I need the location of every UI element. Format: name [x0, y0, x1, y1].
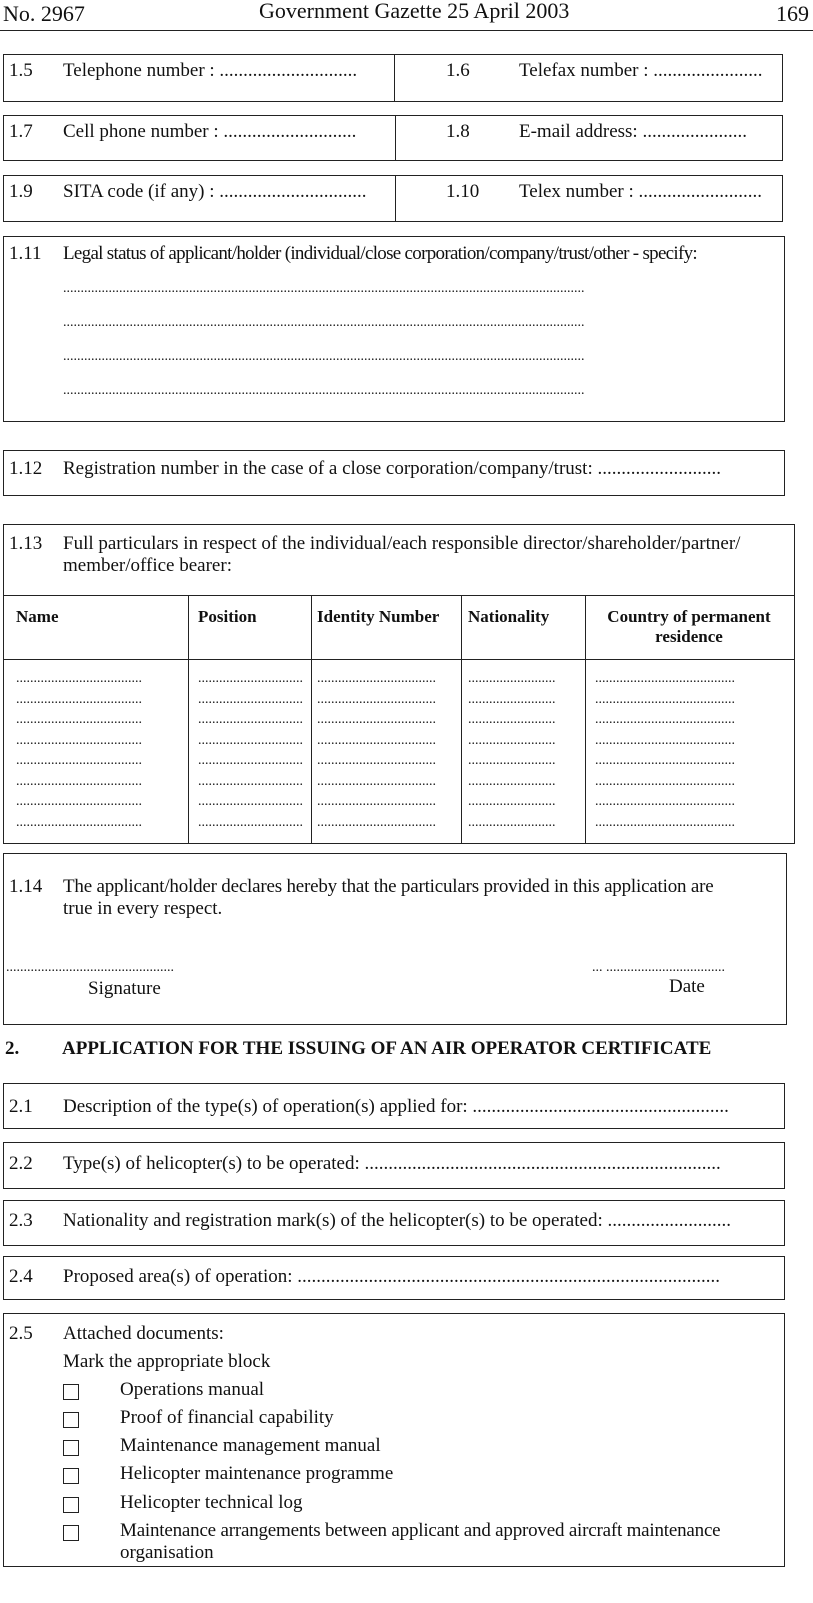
item-number: 1.10 [446, 181, 480, 202]
checkbox-maintenance-arrangements[interactable] [63, 1525, 79, 1541]
doc-label: Operations manual [120, 1379, 265, 1400]
item-number: 2.4 [9, 1266, 33, 1287]
particulars-table [3, 524, 795, 844]
declaration-text: The applicant/holder declares hereby that the particulars provided in this application are [63, 876, 714, 897]
table-cell-dots[interactable]: .................................... [16, 794, 142, 809]
gazette-number: No. 2967 [3, 1, 85, 26]
row-1-11 [3, 236, 785, 422]
table-cell-dots[interactable]: ........................................ [595, 732, 735, 748]
sita-code-field[interactable]: SITA code (if any) : ............................... [63, 181, 367, 202]
doc-label: Proof of financial capability [120, 1407, 334, 1428]
nationality-column[interactable] [468, 669, 580, 833]
date-line[interactable]: ... .................................. [592, 960, 725, 975]
table-cell-dots[interactable]: ......................... [468, 691, 556, 707]
table-cell-dots[interactable]: .................................... [16, 773, 142, 789]
table-cell-dots[interactable]: .................................. [317, 712, 436, 727]
particulars-label: Full particulars in respect of the individual/each responsible director/shareholder/partner/ [63, 533, 741, 554]
legal-status-line[interactable]: ..................................................................................................................................................... [63, 281, 585, 296]
legal-status-line[interactable]: ..................................................................................................................................................... [63, 349, 585, 364]
item-number: 2.5 [9, 1323, 33, 1344]
col-header-name: Name [16, 607, 59, 626]
table-cell-dots[interactable]: .................................... [16, 671, 142, 686]
table-cell-dots[interactable]: ......................... [468, 814, 556, 830]
table-cell-dots[interactable]: .............................. [198, 732, 303, 748]
country-column[interactable] [595, 669, 785, 833]
col-header-identity: Identity Number [317, 607, 440, 626]
position-column[interactable] [198, 669, 308, 833]
table-cell-dots[interactable]: ........................................ [595, 753, 735, 768]
table-cell-dots[interactable]: ......................... [468, 732, 556, 748]
table-cell-dots[interactable]: .............................. [198, 691, 303, 707]
doc-label: Helicopter maintenance programme [120, 1463, 394, 1484]
table-cell-dots[interactable]: .................................. [317, 794, 436, 809]
date-label: Date [669, 976, 705, 997]
registration-mark-field[interactable]: Nationality and registration mark(s) of the helicopter(s) to be operated: .......................... [63, 1210, 731, 1231]
item-number: 1.13 [9, 533, 43, 554]
row-1-5 [3, 54, 783, 102]
item-number: 1.11 [9, 243, 42, 264]
row-1-9 [3, 175, 783, 222]
row-2-4 [3, 1256, 785, 1300]
legal-status-line[interactable]: ..................................................................................................................................................... [63, 383, 585, 398]
declaration-text-cont: true in every respect. [63, 898, 223, 919]
table-cell-dots[interactable]: .................................... [16, 712, 142, 727]
col-header-position: Position [198, 607, 257, 626]
item-number: 1.6 [446, 60, 470, 81]
table-cell-dots[interactable]: ........................................ [595, 671, 735, 686]
operation-type-field[interactable]: Description of the type(s) of operation(s) applied for: ...................................................... [63, 1096, 729, 1117]
page-number: 169 [776, 1, 809, 26]
table-cell-dots[interactable]: .................................. [317, 773, 436, 789]
row-2-3 [3, 1200, 785, 1246]
table-cell-dots[interactable]: ........................................ [595, 712, 735, 727]
item-number: 1.8 [446, 121, 470, 142]
legal-status-label: Legal status of applicant/holder (individual/close corporation/company/trust/other - specify: [63, 243, 698, 264]
item-number: 1.12 [9, 458, 43, 479]
attached-docs-instruction: Mark the appropriate block [63, 1351, 271, 1372]
registration-number-field[interactable]: Registration number in the case of a close corporation/company/trust: .......................... [63, 458, 721, 479]
table-cell-dots[interactable]: .................................... [16, 814, 142, 830]
table-cell-dots[interactable]: ........................................ [595, 773, 735, 789]
helicopter-type-field[interactable]: Type(s) of helicopter(s) to be operated: ........................................................................... [63, 1153, 721, 1174]
attached-docs-title: Attached documents: [63, 1323, 224, 1344]
particulars-label-cont: member/office bearer: [63, 555, 232, 576]
item-number: 1.7 [9, 121, 33, 142]
table-cell-dots[interactable]: .................................. [317, 691, 436, 707]
checkbox-operations-manual[interactable] [63, 1384, 79, 1400]
table-cell-dots[interactable]: .................................. [317, 814, 436, 830]
item-number: 1.5 [9, 60, 33, 81]
checkbox-financial-capability[interactable] [63, 1412, 79, 1428]
col-header-country: Country of permanent residence [607, 607, 771, 646]
row-1-14 [3, 853, 787, 1025]
table-cell-dots[interactable]: .............................. [198, 671, 303, 686]
table-cell-dots[interactable]: .................................... [16, 691, 142, 707]
telex-field[interactable]: Telex number : .......................... [519, 181, 762, 202]
doc-label-cont: organisation [120, 1542, 214, 1563]
row-2-1 [3, 1083, 785, 1129]
table-cell-dots[interactable]: ........................................ [595, 691, 735, 707]
table-cell-dots[interactable]: .................................. [317, 753, 436, 768]
table-cell-dots[interactable]: ........................................ [595, 814, 735, 830]
page-header [0, 0, 813, 31]
table-cell-dots[interactable]: .................................... [16, 732, 142, 748]
table-cell-dots[interactable]: ......................... [468, 671, 556, 686]
doc-label: Maintenance arrangements between applicant and approved aircraft maintenance [120, 1520, 721, 1541]
telefax-field[interactable]: Telefax number : ....................... [519, 60, 763, 81]
telephone-field[interactable]: Telephone number : ............................. [63, 60, 358, 81]
row-2-2 [3, 1142, 785, 1189]
row-1-7 [3, 115, 783, 161]
item-number: 1.14 [9, 876, 43, 897]
signature-label: Signature [88, 978, 161, 999]
item-number: 1.9 [9, 181, 33, 202]
row-2-5 [3, 1313, 785, 1567]
email-field[interactable]: E-mail address: ...................... [519, 121, 747, 142]
table-cell-dots[interactable]: ......................... [468, 712, 556, 727]
table-cell-dots[interactable]: ......................... [468, 773, 556, 789]
checkbox-maintenance-programme[interactable] [63, 1468, 79, 1484]
signature-line[interactable]: ................................................ [6, 960, 174, 975]
table-cell-dots[interactable]: ........................................ [595, 794, 735, 809]
table-cell-dots[interactable]: .................................... [16, 753, 142, 768]
table-cell-dots[interactable]: .............................. [198, 773, 303, 789]
table-cell-dots[interactable]: ......................... [468, 753, 556, 768]
table-cell-dots[interactable]: .................................. [317, 671, 436, 686]
item-number: 2.1 [9, 1096, 33, 1117]
name-column[interactable] [16, 669, 186, 833]
legal-status-line[interactable]: ..................................................................................................................................................... [63, 315, 585, 330]
cellphone-field[interactable]: Cell phone number : ............................ [63, 121, 357, 142]
row-1-12 [3, 450, 785, 496]
item-number: 2.3 [9, 1210, 33, 1231]
section-2-number: 2. [5, 1038, 20, 1059]
operation-area-field[interactable]: Proposed area(s) of operation: ......................................................................................... [63, 1266, 721, 1287]
item-number: 2.2 [9, 1153, 33, 1174]
checkbox-technical-log[interactable] [63, 1497, 79, 1513]
table-cell-dots[interactable]: .............................. [198, 712, 303, 727]
doc-label: Maintenance management manual [120, 1435, 381, 1456]
col-header-nationality: Nationality [468, 607, 550, 626]
checkbox-maintenance-manual[interactable] [63, 1440, 79, 1456]
section-2-title: APPLICATION FOR THE ISSUING OF AN AIR OPERATOR CERTIFICATE [62, 1038, 712, 1059]
table-cell-dots[interactable]: .................................. [317, 732, 436, 748]
identity-column[interactable] [317, 669, 457, 833]
table-cell-dots[interactable]: .............................. [198, 794, 303, 809]
gazette-title: Government Gazette 25 April 2003 [259, 0, 570, 23]
table-cell-dots[interactable]: .............................. [198, 814, 303, 830]
table-cell-dots[interactable]: ......................... [468, 794, 556, 809]
doc-label: Helicopter technical log [120, 1492, 303, 1513]
table-cell-dots[interactable]: .............................. [198, 753, 303, 768]
